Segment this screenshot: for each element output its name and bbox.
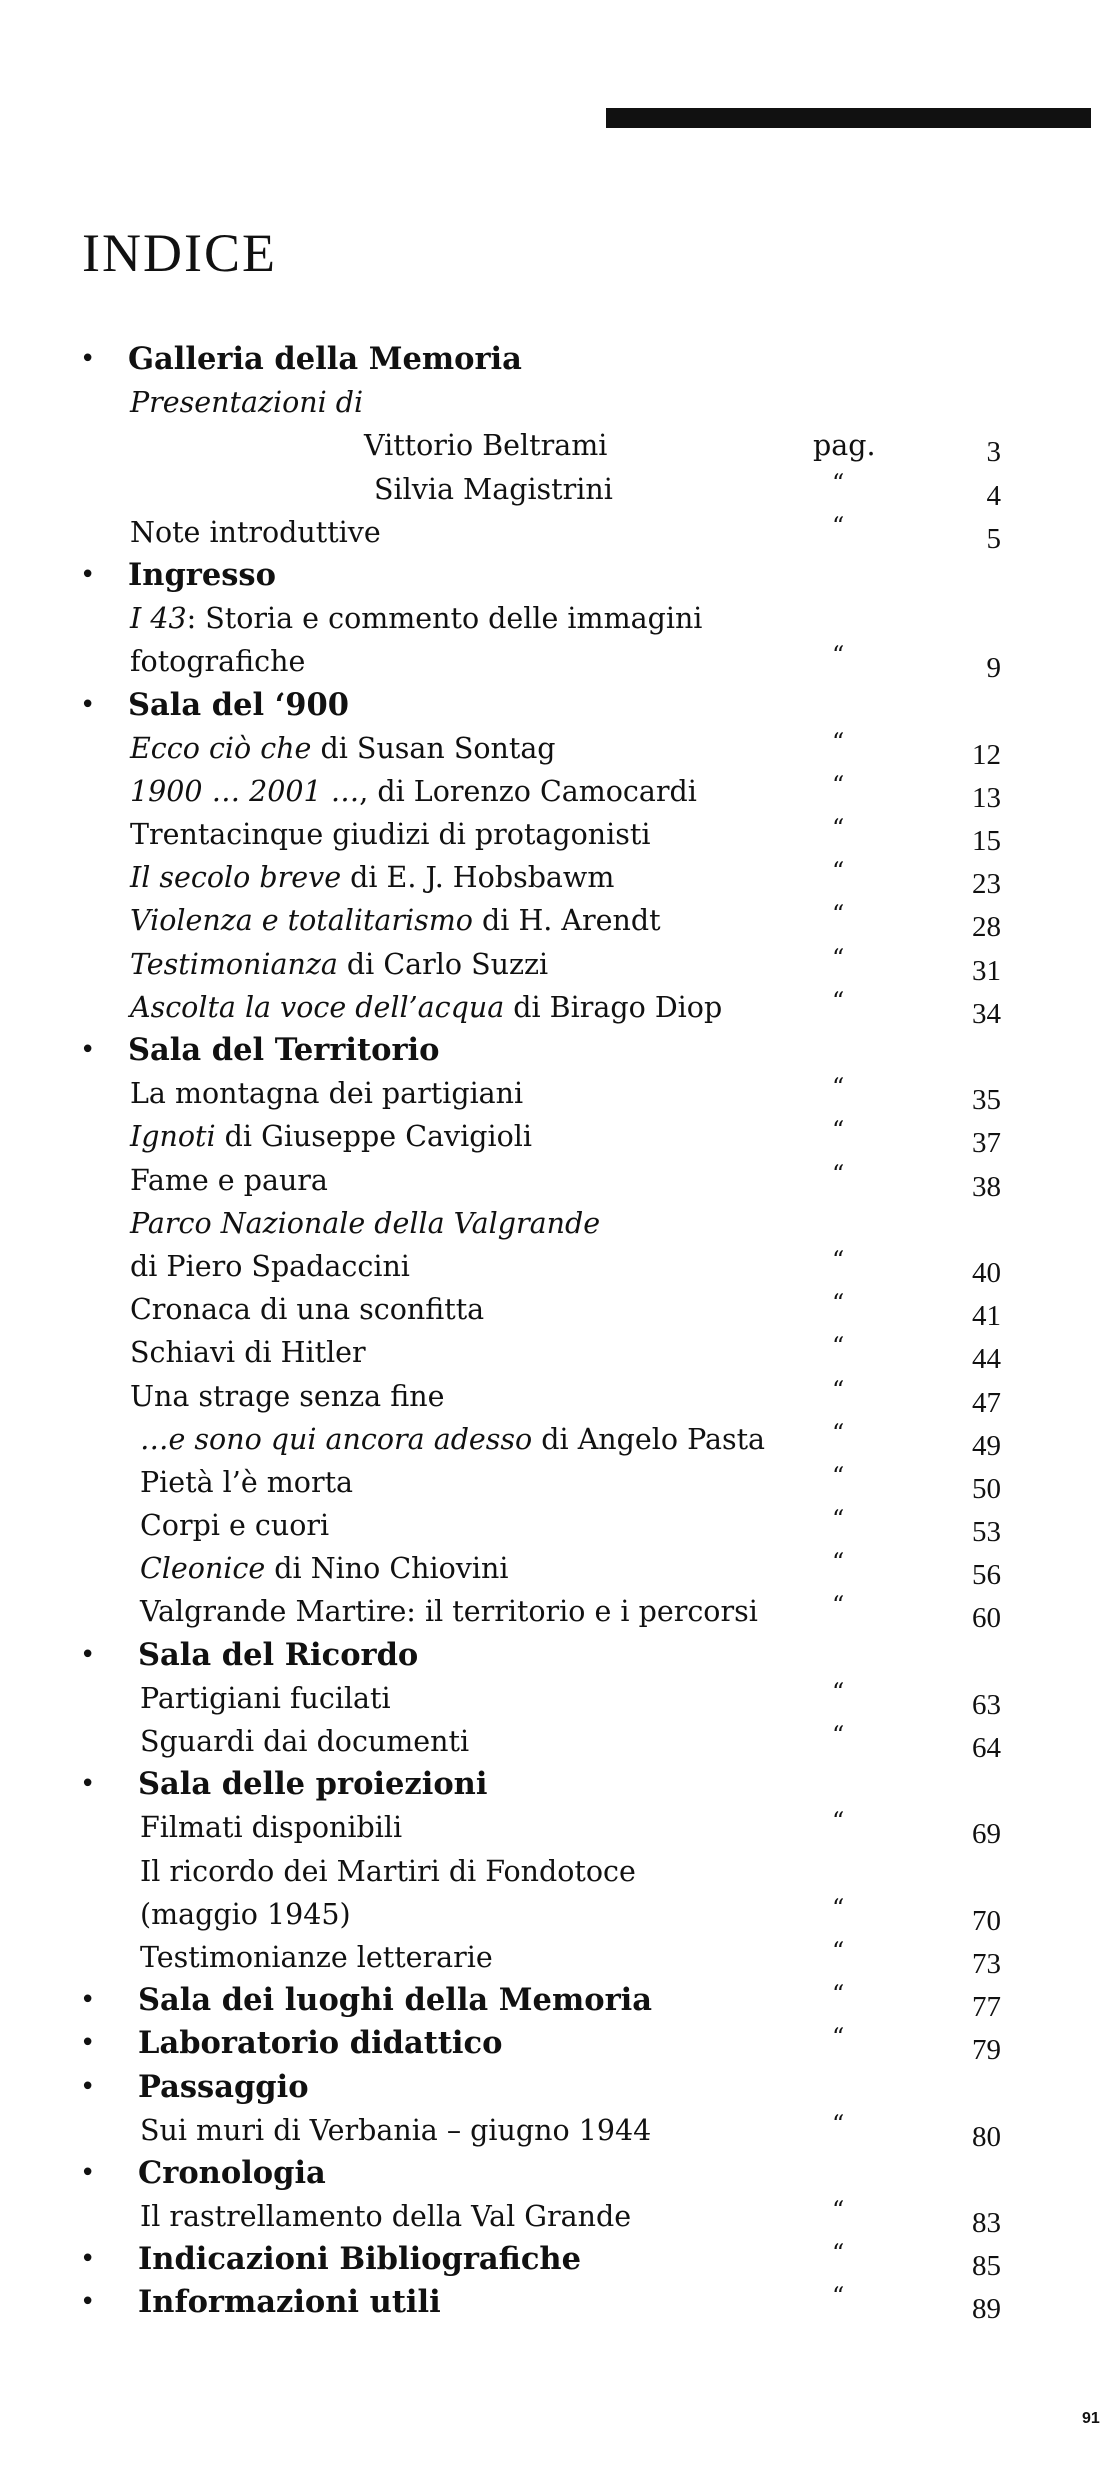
page-number-ref: 64 [972, 1732, 1001, 1764]
title-fragment: Galleria della Memoria [128, 341, 522, 377]
page-number-ref: 47 [972, 1386, 1001, 1419]
ditto-mark: “ [832, 641, 845, 670]
toc-entry [0, 1806, 1119, 1849]
title-fragment: Schiavi di Hitler [130, 1336, 366, 1370]
toc-entry-title [140, 1850, 636, 1893]
page-number-ref: 5 [986, 522, 1001, 555]
ditto-mark: “ [832, 1721, 845, 1749]
title-fragment: : Storia e commento delle immagini [186, 602, 703, 636]
ditto-mark: “ [832, 1116, 845, 1145]
page-title: INDICE [82, 223, 277, 283]
title-fragment: fotografiche [130, 645, 306, 679]
title-fragment: Violenza e totalitarismo [130, 904, 473, 938]
title-fragment: Il secolo breve [130, 861, 342, 895]
title-fragment: , di Lorenzo Camocardi [359, 774, 697, 808]
ditto-mark: “ [832, 1159, 845, 1188]
title-fragment: di Angelo Pasta [532, 1422, 766, 1456]
title-fragment: Ignoti [130, 1120, 216, 1154]
toc-entry [0, 381, 1119, 424]
page-number-ref: 28 [972, 911, 1001, 944]
title-fragment: di Piero Spadaccini [130, 1249, 410, 1283]
toc-entry-title [138, 1979, 652, 2022]
toc-entry-title [138, 2238, 581, 2281]
toc-entry [0, 813, 1119, 856]
toc-entry-title [364, 424, 607, 467]
ditto-mark: “ [832, 1073, 845, 1102]
toc-entry [0, 1850, 1119, 1893]
title-fragment: Note introduttive [130, 515, 381, 549]
title-fragment: Pietà l’è morta [140, 1465, 354, 1499]
toc-entry-title [130, 1202, 600, 1245]
bullet-icon: • [80, 1985, 96, 2016]
toc-section-heading [0, 338, 1119, 381]
page-number-ref: 56 [972, 1559, 1001, 1592]
toc-entry-title [130, 1331, 366, 1374]
toc-entry-title [128, 1029, 439, 1072]
toc-entry-title [140, 1504, 329, 1547]
toc-entry [0, 1936, 1119, 1979]
toc-entry [0, 1115, 1119, 1158]
toc-entry [0, 1375, 1119, 1418]
page-number-ref: 73 [972, 1947, 1001, 1980]
title-fragment: Sala del ‘900 [128, 686, 349, 723]
toc-entry-title [140, 1720, 469, 1763]
toc-entry [0, 511, 1119, 554]
bullet-icon: • [80, 1035, 96, 1065]
toc-entry-title [138, 2022, 502, 2065]
title-fragment: Indicazioni Bibliografiche [138, 2241, 582, 2278]
title-fragment: Ecco ciò che [130, 731, 312, 765]
title-fragment: di Susan Sontag [311, 731, 556, 765]
toc-entry-title [140, 1590, 758, 1633]
page-number-ref: 9 [986, 652, 1001, 685]
page-number: 91 [1082, 2410, 1100, 2427]
ditto-mark: “ [832, 1418, 845, 1447]
page-number-ref: 63 [972, 1688, 1001, 1721]
toc-entry [0, 899, 1119, 942]
page-number-ref: 70 [972, 1904, 1001, 1937]
title-fragment: Valgrande Martire: il territorio e i percorsi [140, 1595, 758, 1629]
toc-entry-title [138, 2281, 441, 2324]
page-number-ref: 12 [972, 738, 1001, 771]
title-fragment: Informazioni utili [138, 2284, 441, 2321]
title-fragment: Sala del Ricordo [138, 1636, 419, 1673]
toc-entry-title [130, 770, 697, 813]
title-fragment: di Carlo Suzzi [337, 947, 549, 981]
ditto-mark: “ [832, 1289, 845, 1318]
toc-entry [0, 1418, 1119, 1461]
toc-entry-title [374, 468, 613, 511]
page-number-ref: 44 [972, 1343, 1001, 1376]
toc-entry-title [130, 986, 722, 1029]
toc-entry [0, 1245, 1119, 1288]
toc-entry-title [140, 1418, 765, 1461]
bullet-icon: • [80, 689, 96, 720]
toc-entry [0, 1331, 1119, 1374]
page-number-ref: 49 [972, 1429, 1001, 1462]
page-number-ref: 60 [972, 1602, 1001, 1635]
page-number-ref: 80 [972, 2120, 1001, 2153]
toc-section-heading [0, 1763, 1119, 1806]
page-number-ref: 35 [972, 1084, 1001, 1117]
title-fragment: La montagna dei partigiani [130, 1077, 524, 1111]
toc-entry-title [130, 640, 305, 683]
title-fragment: Testimonianze letterarie [140, 1940, 493, 1974]
header-rule [606, 108, 1091, 128]
table-of-contents [0, 338, 1119, 2325]
toc-entry-title [130, 511, 381, 554]
toc-entry [0, 856, 1119, 899]
toc-entry-title [130, 1375, 444, 1418]
toc-entry-title [130, 1245, 410, 1288]
page-abbrev: pag. [813, 429, 876, 463]
toc-entry-title [140, 1936, 493, 1979]
title-fragment: Ingresso [128, 556, 276, 593]
toc-entry [0, 2109, 1119, 2152]
toc-entry [0, 1072, 1119, 1115]
title-fragment: Sala del Territorio [128, 1032, 440, 1068]
page-number-ref: 13 [972, 781, 1001, 814]
toc-entry-title [140, 1806, 402, 1849]
title-fragment: Presentazioni di [130, 386, 364, 420]
toc-entry-title [130, 1072, 523, 1115]
ditto-mark: “ [832, 1677, 845, 1706]
title-fragment: Testimonianza [130, 947, 338, 981]
page-number-ref: 83 [972, 2207, 1001, 2240]
toc-entry [0, 1288, 1119, 1331]
toc-entry [0, 1159, 1119, 1202]
toc-entry [0, 424, 1119, 467]
ditto-mark: “ [832, 1936, 845, 1965]
bullet-icon: • [80, 2287, 96, 2318]
title-fragment: (maggio 1945) [140, 1897, 351, 1931]
ditto-mark: “ [832, 1591, 845, 1620]
ditto-mark: “ [832, 1893, 845, 1922]
ditto-mark: “ [832, 468, 845, 497]
toc-entry-title [128, 684, 349, 727]
title-fragment: Parco Nazionale della Valgrande [130, 1206, 601, 1240]
page-number-ref: 79 [972, 2034, 1001, 2067]
ditto-mark: “ [832, 2196, 845, 2225]
toc-section-heading [0, 2022, 1119, 2065]
bullet-icon: • [80, 2028, 96, 2059]
page-number-ref: 69 [972, 1818, 1001, 1851]
bullet-icon: • [80, 559, 96, 590]
toc-entry-title [140, 2109, 651, 2152]
toc-entry-title [138, 2152, 326, 2195]
title-fragment: Passaggio [138, 2068, 309, 2105]
page-number-ref: 50 [972, 1472, 1001, 1505]
toc-section-heading [0, 2281, 1119, 2324]
toc-entry [0, 597, 1119, 640]
page-number-ref: 40 [972, 1256, 1001, 1289]
page-number-ref: 34 [972, 997, 1001, 1030]
ditto-mark: “ [832, 2023, 845, 2052]
title-fragment: di Nino Chiovini [265, 1552, 509, 1586]
title-fragment: Fame e paura [130, 1163, 328, 1197]
ditto-mark: “ [832, 1375, 845, 1404]
title-fragment: …e sono qui ancora adesso [140, 1422, 533, 1456]
ditto-mark: “ [832, 727, 845, 756]
title-fragment: Sui muri di Verbania – giugno 1944 [140, 2113, 652, 2147]
toc-section-heading [0, 554, 1119, 597]
title-fragment: di Giuseppe Cavigioli [215, 1120, 532, 1154]
toc-entry-title [140, 1461, 353, 1504]
bullet-icon: • [80, 2157, 96, 2188]
toc-entry-title [130, 943, 548, 986]
bullet-icon: • [80, 1769, 96, 1800]
ditto-mark: “ [832, 1245, 845, 1274]
toc-entry-title [140, 1547, 508, 1590]
toc-entry [0, 1720, 1119, 1763]
ditto-mark: “ [832, 900, 845, 929]
toc-entry-title [130, 899, 661, 942]
title-fragment: Partigiani fucilati [140, 1681, 391, 1715]
page-number-ref: 89 [972, 2293, 1001, 2326]
toc-entry [0, 1590, 1119, 1633]
title-fragment: Silvia Magistrini [374, 472, 613, 506]
title-fragment: Corpi e cuori [140, 1509, 330, 1543]
title-fragment: Laboratorio didattico [138, 2025, 503, 2062]
toc-entry-title [128, 554, 276, 597]
toc-entry [0, 770, 1119, 813]
toc-entry-title [130, 856, 614, 899]
toc-entry [0, 468, 1119, 511]
bullet-icon: • [80, 2244, 96, 2275]
title-fragment: Sguardi dai documenti [140, 1725, 470, 1758]
toc-entry-title [140, 1677, 391, 1720]
title-fragment: Filmati disponibili [140, 1811, 403, 1845]
page-number-ref: 77 [972, 1991, 1001, 2024]
page-number-ref: 38 [972, 1170, 1001, 1203]
toc-section-heading [0, 1634, 1119, 1677]
ditto-mark: “ [832, 1332, 845, 1361]
title-fragment: Sala delle proiezioni [138, 1766, 488, 1803]
toc-entry [0, 2195, 1119, 2238]
title-fragment: I 43 [130, 602, 187, 636]
toc-entry [0, 1202, 1119, 1245]
page-number-ref: 23 [972, 868, 1001, 901]
toc-entry-title [140, 2195, 631, 2238]
toc-entry [0, 1547, 1119, 1590]
title-fragment: Ascolta la voce dell’acqua [130, 990, 505, 1024]
toc-entry-title [130, 381, 363, 424]
title-fragment: Sala dei luoghi della Memoria [138, 1982, 652, 2019]
toc-entry [0, 640, 1119, 683]
bullet-icon: • [80, 1639, 96, 1670]
title-fragment: Cronologia [138, 2154, 326, 2191]
toc-entry [0, 727, 1119, 770]
title-fragment: di H. Arendt [472, 904, 661, 938]
toc-entry-title [138, 1763, 487, 1806]
toc-entry-title [130, 1159, 328, 1202]
page-number-ref: 37 [972, 1127, 1001, 1160]
ditto-mark: “ [832, 770, 845, 799]
ditto-mark: “ [832, 511, 845, 540]
page-number-ref: 53 [972, 1516, 1001, 1549]
title-fragment: 1900 … 2001 … [130, 774, 360, 808]
ditto-mark: “ [832, 1505, 845, 1534]
ditto-mark: “ [832, 986, 845, 1015]
bullet-icon: • [80, 344, 96, 374]
toc-entry-title [130, 1115, 532, 1158]
ditto-mark: “ [832, 1807, 845, 1836]
title-fragment: Cleonice [140, 1552, 266, 1586]
toc-entry [0, 1504, 1119, 1547]
ditto-mark: “ [832, 857, 845, 886]
page-number-ref: 4 [986, 479, 1001, 512]
toc-entry-title [140, 1893, 351, 1936]
toc-section-heading [0, 2066, 1119, 2109]
title-fragment: Una strage senza fine [130, 1379, 445, 1413]
toc-entry [0, 1677, 1119, 1720]
toc-section-heading [0, 684, 1119, 727]
toc-entry [0, 986, 1119, 1029]
page-number-ref: 31 [972, 954, 1001, 987]
page-number-ref: 85 [972, 2250, 1001, 2283]
title-fragment: Vittorio Beltrami [364, 429, 608, 463]
toc-section-heading [0, 1029, 1119, 1072]
toc-section-heading [0, 2152, 1119, 2195]
toc-entry-title [128, 338, 522, 381]
title-fragment: di E. J. Hobsbawm [341, 861, 615, 895]
page-number-ref: 3 [986, 436, 1001, 469]
toc-entry [0, 1893, 1119, 1936]
toc-entry-title [130, 1288, 484, 1331]
toc-section-heading [0, 2238, 1119, 2281]
toc-entry-title [138, 1634, 418, 1677]
toc-entry-title [138, 2066, 309, 2109]
ditto-mark: “ [832, 2239, 845, 2268]
toc-entry [0, 943, 1119, 986]
bullet-icon: • [80, 2071, 96, 2102]
ditto-mark: “ [832, 943, 845, 972]
title-fragment: Cronaca di una sconfitta [130, 1293, 485, 1327]
page-number-ref: 41 [972, 1300, 1001, 1333]
ditto-mark: “ [832, 1461, 845, 1490]
toc-section-heading [0, 1979, 1119, 2022]
title-fragment: Il ricordo dei Martiri di Fondotoce [140, 1854, 636, 1888]
title-fragment: Il rastrellamento della Val Grande [140, 2200, 632, 2234]
toc-entry [0, 1461, 1119, 1504]
toc-entry-title [130, 597, 702, 640]
ditto-mark: “ [832, 1548, 845, 1577]
page-number-ref: 15 [972, 825, 1001, 858]
title-fragment: di Birago Diop [504, 990, 723, 1024]
ditto-mark: “ [832, 2109, 845, 2138]
ditto-mark: “ [832, 1980, 845, 2009]
ditto-mark: “ [832, 2282, 845, 2311]
ditto-mark: “ [832, 814, 845, 843]
toc-entry-title [130, 727, 556, 770]
title-fragment: Trentacinque giudizi di protagonisti [130, 818, 651, 852]
toc-entry-title [130, 813, 650, 856]
